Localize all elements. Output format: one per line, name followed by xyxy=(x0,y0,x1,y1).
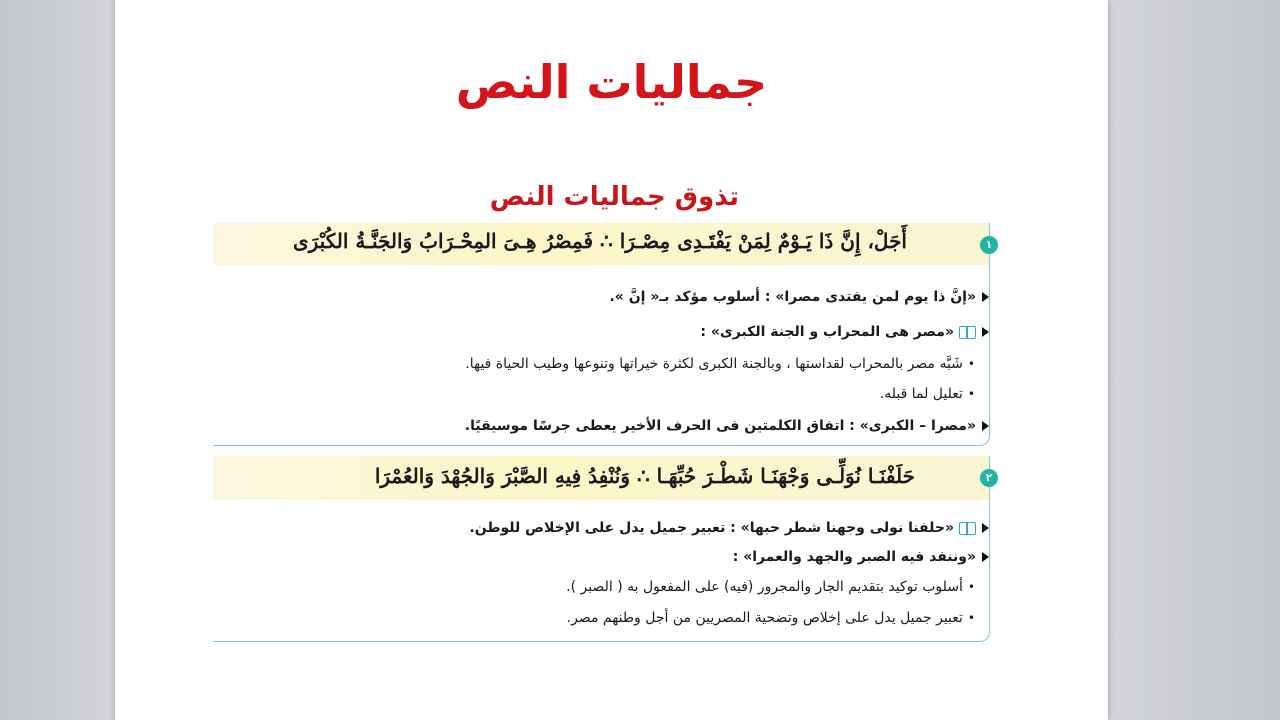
note-text: شَبَّه مصر بالمحراب لقداستها ، وبالجنة الكبرى لكثرة خيراتها وتنوعها وطيب الحياة فيها. xyxy=(465,356,963,372)
note-text: «مصرا – الكبرى» : اتفاق الكلمتين فى الحرف الأخير يعطى جرسًا موسيقيًا. xyxy=(464,418,976,434)
slide-title: جماليات النص xyxy=(455,55,768,109)
note-text: «إنَّ ذا يوم لمن يفتدى مصرا» : أسلوب مؤكد بـ« إنَّ ». xyxy=(609,289,976,305)
page-heading: تذوق جماليات النص xyxy=(489,182,739,212)
verse-line: أَجَلْ، إِنَّ ذَا يَـوْمٌ لِمَنْ يَفْتَـدِى مِصْـرَا ∴ فَمِصْرُ هِـىَ المِحْـرَابُ وَالجَنَّـةُ الكُبْرَى xyxy=(292,229,907,253)
note-item xyxy=(465,418,989,434)
book-icon xyxy=(959,522,976,535)
textbook-page xyxy=(165,180,1059,643)
note-text: «مصر هى المحراب و الجنة الكبرى» : xyxy=(700,324,954,340)
note-text: تعبير جميل يدل على إخلاص وتضحية المصريين من أجل وطنهم مصر. xyxy=(566,610,963,626)
verse-band xyxy=(213,223,993,265)
triangle-bullet-icon xyxy=(982,523,989,533)
triangle-bullet-icon xyxy=(982,421,989,431)
dot-bullet-icon: • xyxy=(967,357,975,371)
triangle-bullet-icon xyxy=(982,292,989,302)
note-text: أسلوب توكيد بتقديم الجار والمجرور (فيه) على المفعول به ( الصبر ). xyxy=(566,579,963,595)
note-subitem xyxy=(465,356,975,372)
dot-bullet-icon: • xyxy=(967,387,975,401)
section-number-badge: ١ xyxy=(980,236,998,254)
note-text: «حلفنا نولى وجهنا شطر حبها» : تعبير جميل يدل على الإخلاص للوطن. xyxy=(469,520,954,536)
verse-line: حَلَفْنَـا نُوَلِّـى وَجْهَنَـا شَطْـرَ حُبِّهَـا ∴ وَنُنْفِدُ فِيهِ الصَّبْرَ وَالجُهْدَ وَالعُمْرَا xyxy=(374,464,915,488)
note-subitem xyxy=(880,386,975,402)
section-box-2 xyxy=(213,456,993,642)
background-right xyxy=(1108,0,1280,720)
section-box-1 xyxy=(213,223,993,446)
triangle-bullet-icon xyxy=(982,327,989,337)
section-number-badge: ٢ xyxy=(980,469,998,487)
note-subitem xyxy=(567,610,975,626)
note-item xyxy=(469,520,989,536)
note-subitem xyxy=(566,579,975,595)
note-item xyxy=(700,324,989,340)
dot-bullet-icon: • xyxy=(967,611,975,625)
note-text: «وننفد فيه الصبر والجهد والعمرا» : xyxy=(732,549,976,565)
verse-band xyxy=(213,456,993,500)
note-text: تعليل لما قبله. xyxy=(879,386,963,402)
note-item xyxy=(733,549,989,565)
triangle-bullet-icon xyxy=(982,552,989,562)
book-icon xyxy=(959,326,976,339)
background-left xyxy=(0,0,115,720)
dot-bullet-icon: • xyxy=(967,580,975,594)
note-item xyxy=(609,289,989,305)
